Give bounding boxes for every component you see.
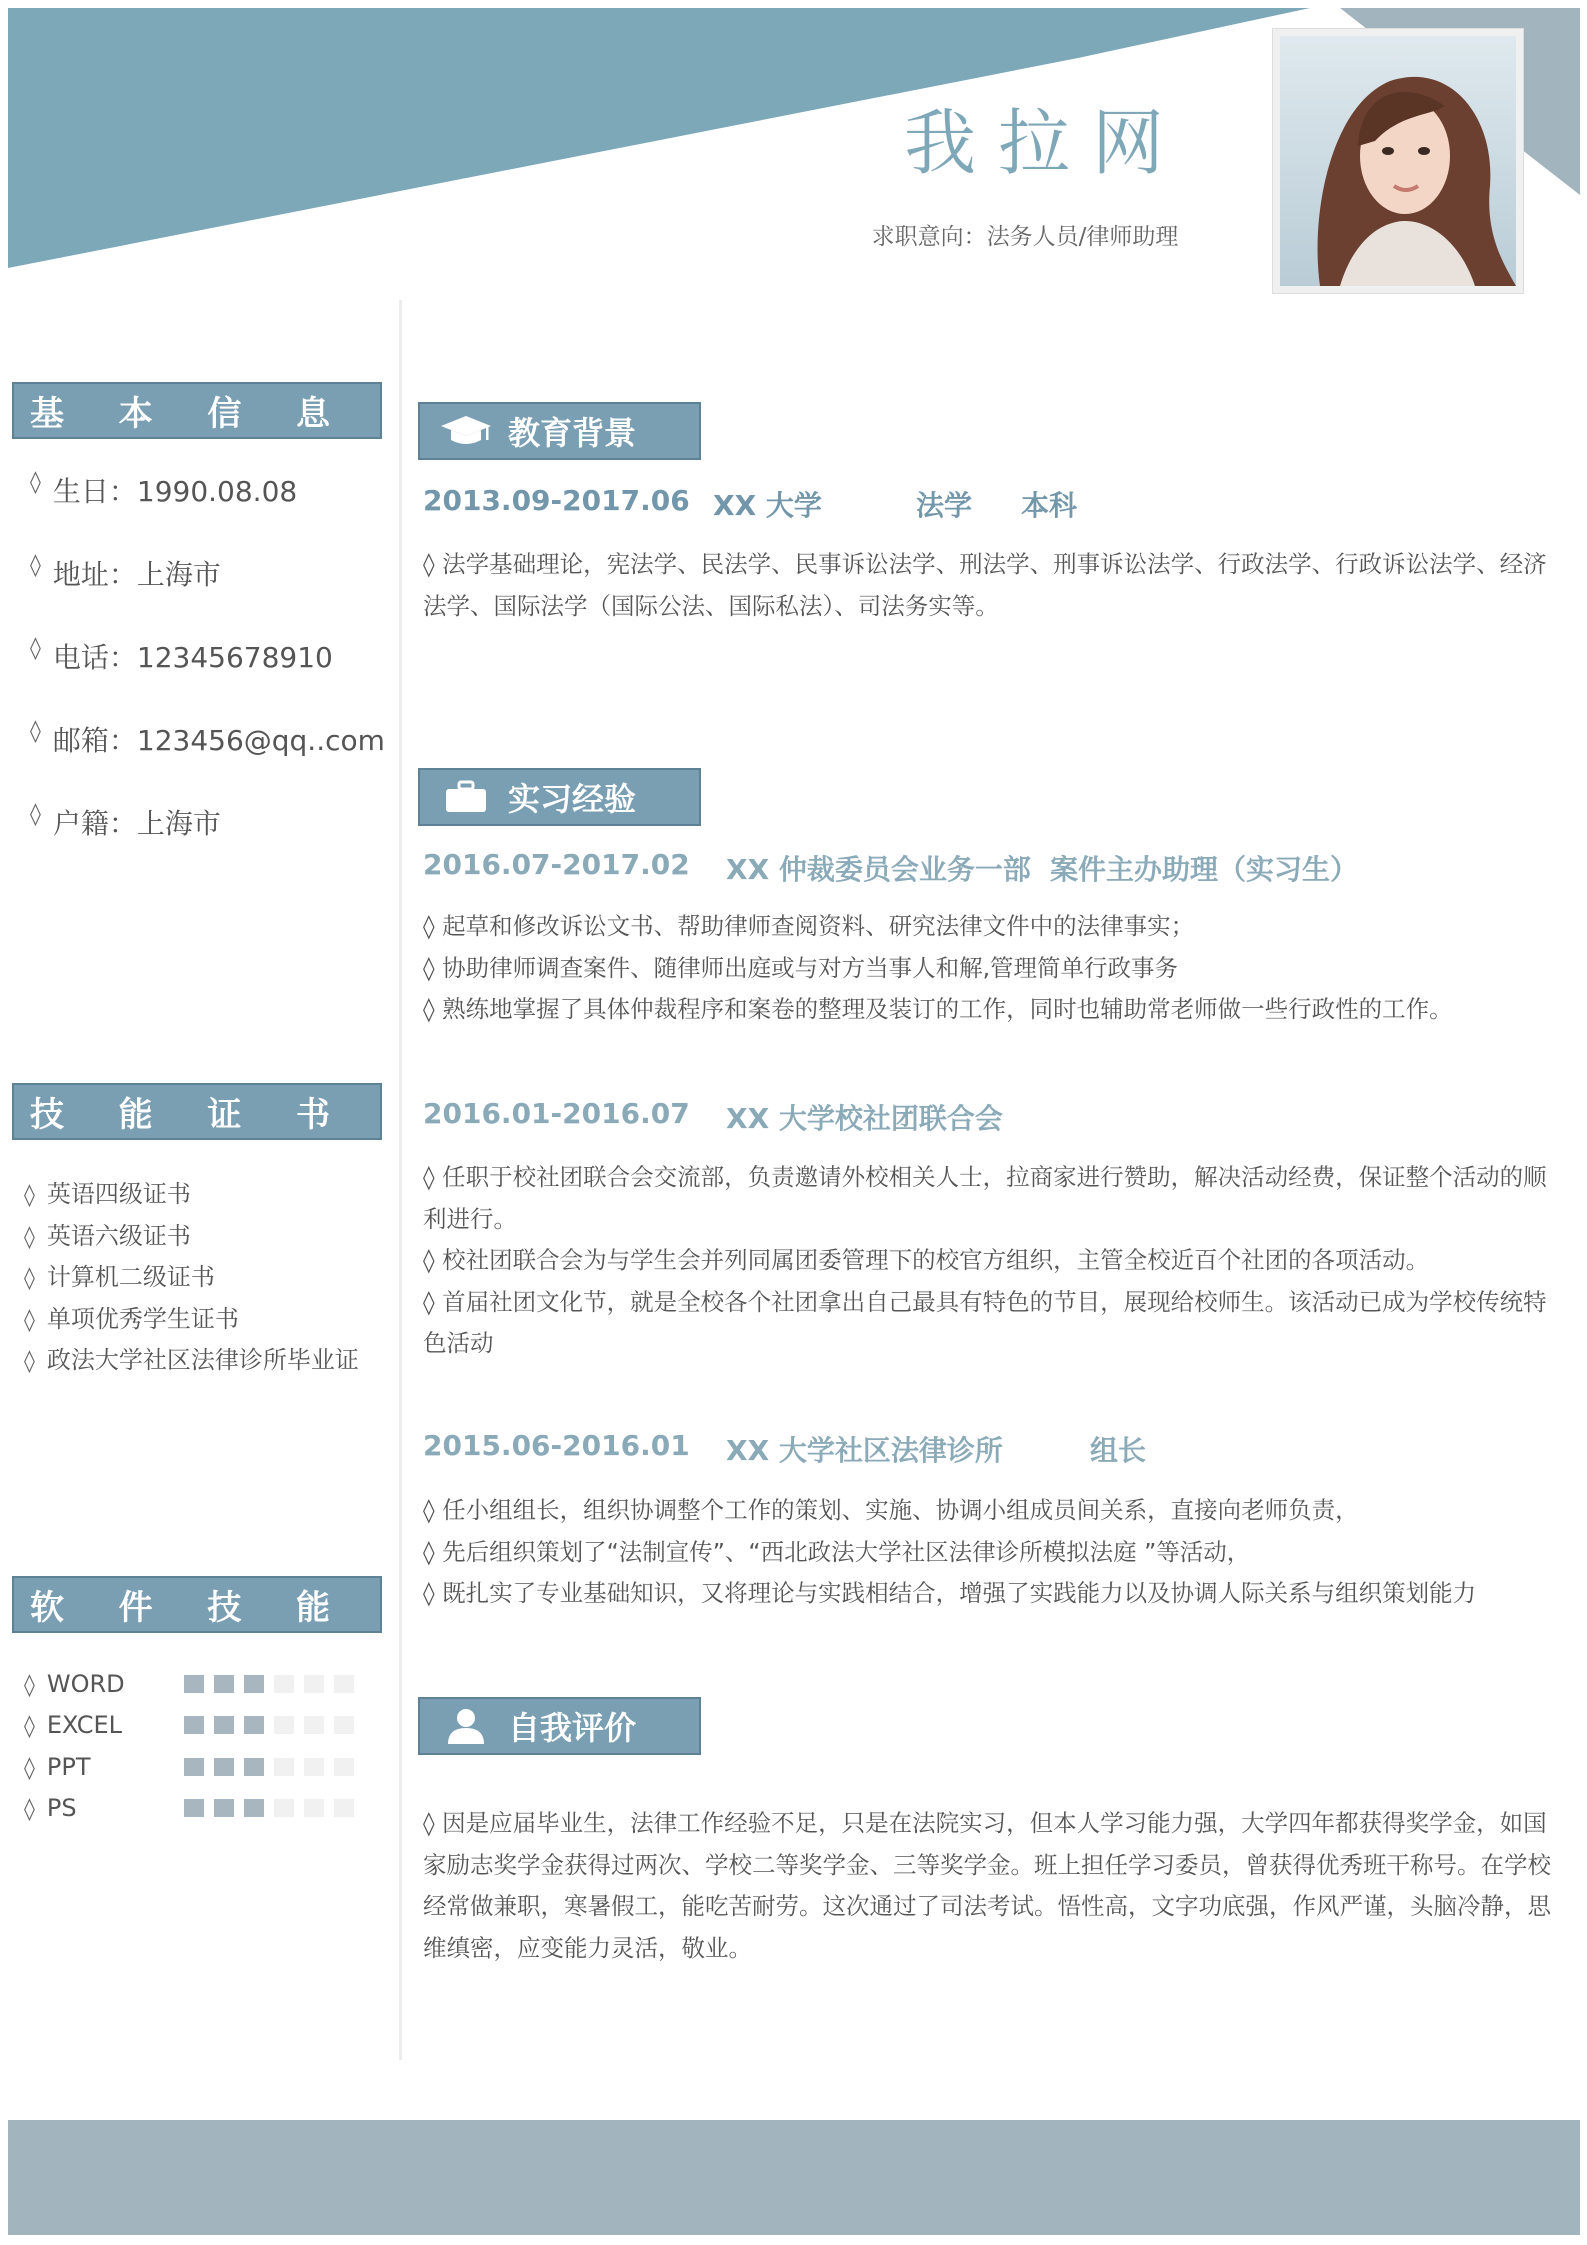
education-major: 法学 [916,489,973,522]
skill-bar-empty [274,1799,294,1817]
skill-bar-filled [214,1799,234,1817]
title-char: 能 [295,1588,330,1628]
list-item: ◊ 任职于校社团联合会交流部，负责邀请外校相关人士，拉商家进行赞助，解决活动经费，保证整个活动的顺利进行。 [423,1163,1547,1233]
skill-bar-filled [244,1716,264,1734]
diamond-icon: ◊ [30,636,41,661]
diamond-icon: ◊ [30,719,41,744]
column-divider [399,300,402,2060]
graduation-cap-icon [438,413,494,449]
basic-info-title [12,382,382,439]
self-eval-text: ◊ 因是应届毕业生，法律工作经验不足，只是在法院实习，但本人学习能力强，大学四年都获得奖学金，如国家励志奖学金获得过两次、学校二等奖学金、三等奖学金。班上担任学习委员，曾获得优秀班干称号。在学校经常做兼职，寒暑假工，能吃苦耐劳。这次通过了司法考试。悟性高，文字功底强，作风严谨，头脑冷静，思维缜密，应变能力灵活，敬业。 [423,1809,1551,1962]
list-item: ◊ 任小组组长，组织协调整个工作的策划、实施、协调小组成员间关系，直接向老师负责， [423,1496,1359,1524]
software-list [24,1663,354,1829]
briefcase-icon [438,779,494,815]
title-char: 基 [30,394,64,434]
title-char: 技 [207,1588,242,1628]
education-degree: 本科 [1021,489,1078,522]
title-char: 书 [295,1095,330,1135]
skill-level-bar [184,1758,354,1776]
person-icon [438,1708,494,1744]
title-char: 息 [295,394,330,434]
self-eval-title: 自我评价 [418,1697,701,1755]
hukou-item: ◊ 户籍：上海市 [30,802,221,840]
title-char: 技 [30,1095,64,1135]
list-item: ◊ 起草和修改诉讼文书、帮助律师查阅资料、研究法律文件中的法律事实； [423,912,1195,940]
skill-bar-filled [214,1675,234,1693]
diamond-icon: ◊ [30,553,41,578]
certificates-list [24,1174,359,1382]
list-item: ◊ 熟练地掌握了具体仲裁程序和案卷的整理及装订的工作，同时也辅助常老师做一些行政性的工作。 [423,995,1453,1023]
list-item: ◊ 英语六级证书 [24,1221,191,1250]
skill-level-bar [184,1675,354,1693]
skill-bar-empty [274,1758,294,1776]
email-item: ◊ 邮箱：123456@qq..com [30,719,385,757]
skill-level-bar [184,1799,354,1817]
skill-bar-empty [304,1799,324,1817]
title-char: 能 [118,1095,153,1135]
skill-bar-filled [244,1675,264,1693]
skill-bar-empty [274,1716,294,1734]
diamond-icon: ◊ [24,1672,35,1698]
skill-bar-empty [304,1716,324,1734]
skill-bar-empty [334,1716,354,1734]
software-item: ◊ WORD [24,1663,354,1705]
address-item: ◊ 地址：上海市 [30,553,221,591]
internship-entry-desc [423,1490,1553,1615]
diamond-icon: ◊ [24,1349,35,1374]
job-intent: 求职意向：法务人员/律师助理 [871,224,1179,250]
phone-item: ◊ 电话：12345678910 [30,636,333,674]
skill-bar-empty [304,1758,324,1776]
list-item: ◊ 单项优秀学生证书 [24,1304,239,1333]
skill-bar-filled [244,1799,264,1817]
education-school: XX 大学 [713,489,822,522]
skill-bar-filled [184,1758,204,1776]
list-item: ◊ 既扎实了专业基础知识，又将理论与实践相结合，增强了实践能力以及协调人际关系与组织策划能力 [423,1579,1477,1607]
footer-band [8,2120,1580,2235]
software-title [12,1576,382,1633]
internship-title: 实习经验 [418,768,701,826]
diamond-icon: ◊ [24,1714,35,1740]
list-item: ◊ 首届社团文化节，就是全校各个社团拿出自己最具有特色的节目，展现给校师生。该活动已成为学校传统特色活动 [423,1287,1547,1357]
skill-bar-filled [244,1758,264,1776]
profile-photo-frame [1272,28,1524,294]
diamond-icon: ◊ [24,1797,35,1823]
list-item: ◊ 计算机二级证书 [24,1263,215,1291]
title-char: 信 [207,394,242,434]
skill-bar-empty [334,1799,354,1817]
list-item: ◊ 先后组织策划了“法制宣传”、“西北政法大学社区法律诊所模拟法庭 ”等活动， [423,1537,1251,1566]
title-char: 件 [118,1588,153,1628]
profile-photo [1280,36,1516,286]
candidate-name: 我拉网 [903,101,1186,185]
title-char: 本 [118,394,153,434]
birthday-item: ◊ 生日：1990.08.08 [30,470,298,508]
diamond-icon: ◊ [24,1183,35,1208]
software-item: ◊ PPT [24,1746,354,1788]
education-period: 2013.09-2017.06 [423,484,690,517]
diamond-icon: ◊ [30,802,41,827]
list-item: ◊ 校社团联合会为与学生会并列同属团委管理下的校官方组织，主管全校近百个社团的各项活动。 [423,1246,1430,1274]
skill-bar-filled [184,1675,204,1693]
internship-entry-desc [423,1157,1553,1365]
skill-bar-filled [184,1716,204,1734]
list-item: ◊ 政法大学社区法律诊所毕业证 [24,1346,359,1374]
diamond-icon: ◊ [24,1224,35,1250]
diamond-icon: ◊ [24,1266,35,1291]
skill-bar-filled [214,1758,234,1776]
internship-entry-desc [423,906,1553,1031]
skill-bar-empty [274,1675,294,1693]
skill-bar-filled [184,1799,204,1817]
certificates-title [12,1083,382,1140]
basic-info-list [30,470,385,885]
software-item: ◊ PS [24,1788,354,1830]
skill-level-bar [184,1716,354,1734]
title-char: 证 [207,1095,242,1135]
skill-bar-empty [304,1675,324,1693]
education-title: 教育背景 [418,402,701,460]
list-item: ◊ 协助律师调查案件、随律师出庭或与对方当事人和解,管理简单行政事务 [423,953,1179,982]
skill-bar-filled [214,1716,234,1734]
diamond-icon: ◊ [30,470,41,495]
skill-bar-empty [334,1758,354,1776]
software-item: ◊ EXCEL [24,1705,354,1747]
list-item: ◊ 英语四级证书 [24,1180,191,1208]
title-char: 软 [30,1588,64,1628]
education-desc: ◊ 法学基础理论，宪法学、民法学、民事诉讼法学、刑法学、刑事诉讼法学、行政法学、行政诉讼法学、经济法学、国际法学（国际公法、国际私法）、司法务实等。 [423,550,1547,620]
diamond-icon: ◊ [24,1307,35,1333]
skill-bar-empty [334,1675,354,1693]
diamond-icon: ◊ [24,1755,35,1781]
